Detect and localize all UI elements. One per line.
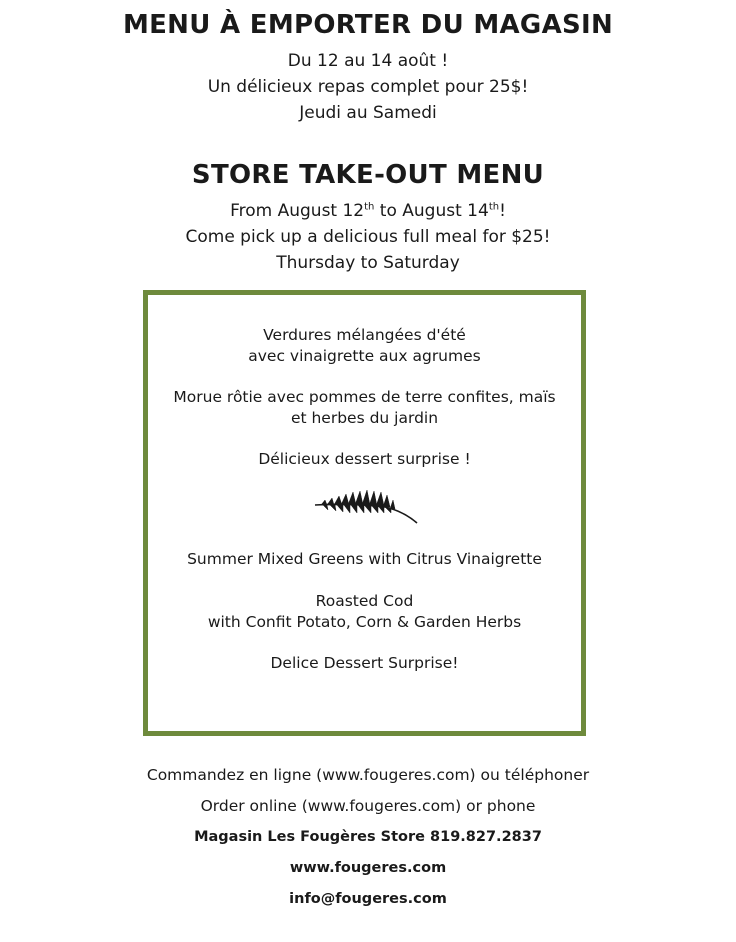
website-link[interactable]: www.fougeres.com	[289, 860, 447, 876]
footer	[0, 760, 736, 915]
french-title: MENU À EMPORTER DU MAGASIN	[122, 10, 614, 40]
menu-en-item-2: Roasted Cod with Confit Potato, Corn & Garden Herbs	[207, 592, 522, 631]
french-dates: Du 12 au 14 août !	[287, 51, 449, 71]
order-en-text: Order online (www.fougeres.com) or phone	[200, 797, 536, 815]
menu-fr-item-1: Verdures mélangées d'été avec vinaigrette aux agrumes	[248, 326, 481, 365]
order-fr-text: Commandez en ligne (www.fougeres.com) ou téléphoner	[146, 766, 590, 784]
fern-icon	[313, 487, 419, 527]
store-phone: Magasin Les Fougères Store 819.827.2837	[194, 829, 542, 845]
english-offer: Come pick up a delicious full meal for $25!	[185, 227, 551, 247]
english-days: Thursday to Saturday	[276, 253, 460, 273]
email-link[interactable]: info@fougeres.com	[289, 891, 447, 907]
french-offer: Un délicieux repas complet pour 25$!	[207, 77, 529, 97]
french-days: Jeudi au Samedi	[299, 103, 437, 123]
menu-en-item-1: Summer Mixed Greens with Citrus Vinaigrette	[187, 550, 542, 568]
menu-en-item-3: Delice Dessert Surprise!	[270, 654, 459, 672]
french-info	[0, 48, 736, 126]
english-dates: From August 12th to August 14th!	[230, 201, 506, 221]
menu-box	[143, 290, 586, 736]
menu-fr-item-2: Morue rôtie avec pommes de terre confites, maïs et herbes du jardin	[173, 388, 556, 427]
menu-fr-item-3: Délicieux dessert surprise !	[258, 450, 471, 468]
english-title: STORE TAKE-OUT MENU	[191, 160, 545, 190]
english-info	[0, 198, 736, 276]
